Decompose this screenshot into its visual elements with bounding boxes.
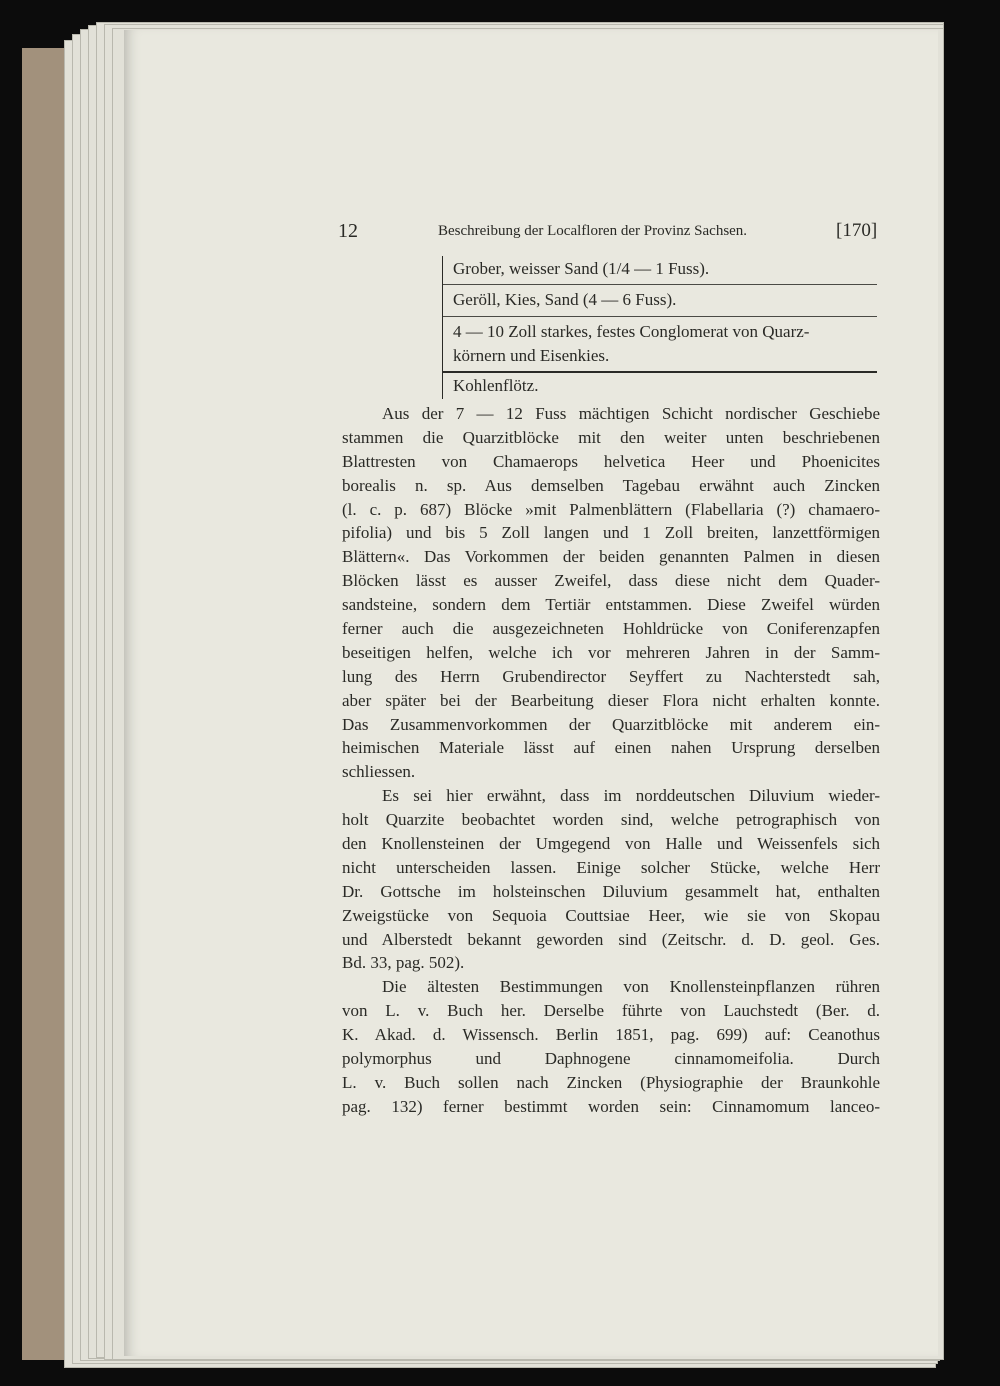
- text-line: Zweigstücke von Sequoia Couttsiae Heer, wie sie von Skopau: [342, 905, 880, 925]
- text-line: borealis n. sp. Aus demselben Tagebau erwähnt auch Zincken: [342, 475, 880, 495]
- stratum-line: Geröll, Kies, Sand (4 — 6 Fuss).: [453, 290, 677, 309]
- text-line: nicht unterscheiden lassen. Einige solcher Stücke, welche Herr: [342, 857, 880, 877]
- text-line: (l. c. p. 687) Blöcke »mit Palmenblättern (Flabellaria (?) chamaero-: [342, 499, 880, 519]
- text-line: K. Akad. d. Wissensch. Berlin 1851, pag. 699) auf: Ceanothus: [342, 1025, 880, 1045]
- text-line: pifolia) und bis 5 Zoll langen und 1 Zoll breiten, lanzettförmigen: [342, 523, 880, 543]
- text-line: aber später bei der Bearbeitung dieser Flora nicht erhalten konnte.: [342, 690, 880, 710]
- text-line: den Knollensteinen der Umgegend von Halle und Weissenfels sich: [342, 834, 880, 854]
- stratum-divider: [443, 371, 877, 373]
- text-line: von L. v. Buch her. Derselbe führte von Lauchstedt (Ber. d.: [342, 1001, 880, 1021]
- running-title: Beschreibung der Localfloren der Provinz Sachsen.: [438, 223, 748, 239]
- text-line: pag. 132) ferner bestimmt worden sein: Cinnamomum lanceo-: [342, 1096, 880, 1116]
- text-line: Blättern«. Das Vorkommen der beiden genannten Palmen in diesen: [342, 547, 880, 567]
- stratum-divider: [443, 284, 877, 285]
- text-line: Blattresten von Chamaerops helvetica Heer und Phoenicites: [342, 451, 880, 471]
- text-line: Das Zusammenvorkommen der Quarzitblöcke mit anderem ein-: [342, 714, 880, 734]
- text-line: heimischen Materiale lässt auf einen nahen Ursprung derselben: [342, 738, 880, 758]
- stratum-line: Grober, weisser Sand (1/4 — 1 Fuss).: [453, 259, 710, 278]
- text-line: Blöcken lässt es ausser Zweifel, dass diese nicht dem Quader-: [342, 571, 880, 591]
- page-number: 12: [338, 220, 358, 242]
- text-line: schliessen.: [342, 762, 416, 782]
- stratum-line: 4 — 10 Zoll starkes, festes Conglomerat von Quarz-: [453, 322, 810, 341]
- stratum-line: Kohlenflötz.: [453, 376, 539, 395]
- stratum-line: körnern und Eisenkies.: [453, 346, 610, 365]
- text-line: L. v. Buch sollen nach Zincken (Physiographie der Braunkohle: [342, 1072, 880, 1092]
- text-line: beseitigen helfen, welche ich vor mehreren Jahren in der Samm-: [342, 642, 880, 662]
- text-line: ferner auch die ausgezeichneten Hohldrücke von Coniferenzapfen: [342, 619, 880, 639]
- text-line: stammen die Quarzitblöcke mit den weiter unten beschriebenen: [342, 427, 880, 447]
- strata-column: [442, 256, 877, 399]
- text-line: sandsteine, sondern dem Tertiär entstammen. Diese Zweifel würden: [342, 595, 880, 615]
- text-line: und Alberstedt bekannt geworden sind (Zeitschr. d. D. geol. Ges.: [342, 929, 880, 949]
- text-line: polymorphus und Daphnogene cinnamomeifolia. Durch: [342, 1049, 880, 1069]
- text-line: lung des Herrn Grubendirector Seyffert zu Nachterstedt sah,: [342, 666, 880, 686]
- text-line: Aus der 7 — 12 Fuss mächtigen Schicht nordischer Geschiebe: [382, 404, 880, 423]
- text-line: Die ältesten Bestimmungen von Knollensteinpflanzen rühren: [382, 977, 880, 997]
- body-text: [342, 402, 880, 1119]
- text-line: Es sei hier erwähnt, dass im norddeutschen Diluvium wieder-: [382, 786, 880, 806]
- text-line: Bd. 33, pag. 502).: [342, 953, 465, 973]
- bracket-page-number: [170]: [836, 220, 878, 241]
- text-line: Dr. Gottsche im holsteinschen Diluvium gesammelt hat, enthalten: [342, 881, 880, 901]
- text-line: holt Quarzite beobachtet worden sind, welche petrographisch von: [342, 810, 880, 830]
- stratum-divider: [443, 316, 877, 317]
